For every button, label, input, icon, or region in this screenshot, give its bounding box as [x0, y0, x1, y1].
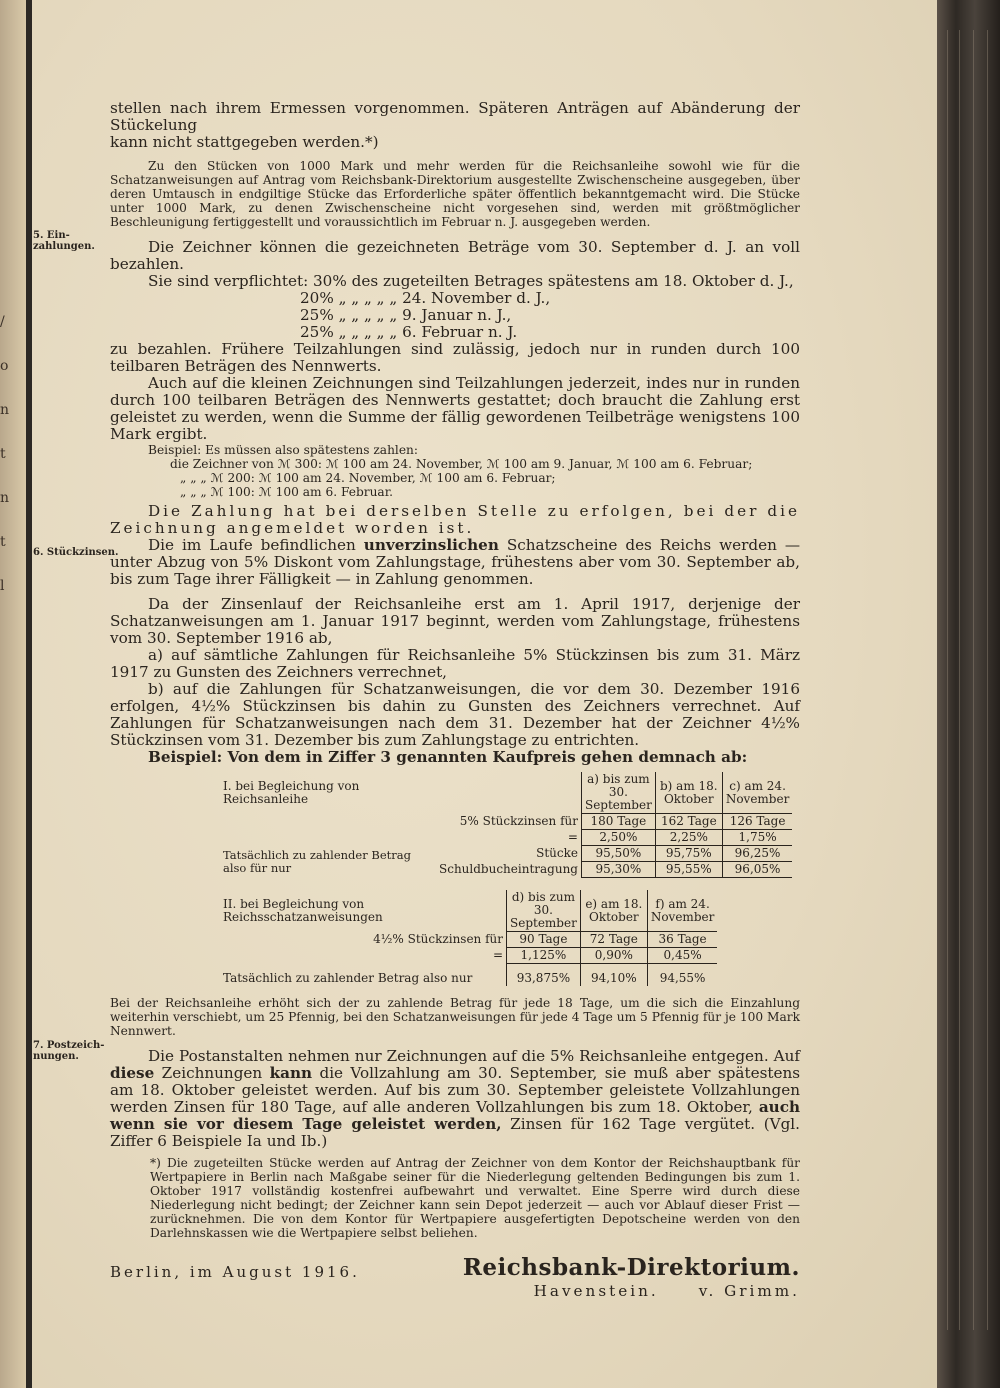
- sec6-a: a) auf sämtliche Zahlungen für Reichsanleihe 5% Stückzinsen bis zum 31. März 1917 zu Gunsten des Zeichners verrechnet,: [110, 646, 800, 681]
- sec5-rate-2: 20% „ „ „ „ „ 24. November d. J.,: [300, 289, 551, 307]
- table2-label: II. bei Begleichung von Reichsschatzanweisungen: [223, 896, 383, 924]
- table2-days-e: 72 Tage: [580, 932, 647, 948]
- sec5-p4: Die im Laufe befindlichen unverzinslichen Schatzscheine des Reichs werden — unter Abzug von 5% Diskont vom Zahlungstage, frühestens aber vom 30. September ab, bis zum Tage ihrer Fälligkeit — in Zahlung genommen.: [110, 536, 801, 588]
- table2-days-f: 36 Tage: [647, 932, 717, 948]
- table1-paid-label: Tatsächlich zu zahlender Betrag also für nur: [223, 847, 411, 875]
- table2-val-d: 93,875%: [507, 964, 581, 987]
- table2-eq: =: [492, 948, 503, 962]
- table1-col-c: c) am 24. November: [722, 772, 792, 814]
- table1-days-a: 180 Tage: [581, 814, 655, 830]
- sec5-p1a: Die Zeichner können die gezeichneten Beträge vom 30. September d. J. an voll bezahlen.: [110, 238, 800, 273]
- table1-schuld-a: 95,30%: [581, 862, 655, 878]
- table1-schuldbuch-label: Schuldbucheintragung: [439, 862, 578, 876]
- sec5-rate-4: 25% „ „ „ „ „ 6. Februar n. J.: [300, 323, 518, 341]
- table1-pct-b: 2,25%: [655, 830, 722, 846]
- book-edge: [937, 0, 1000, 1388]
- document-body: [110, 100, 800, 1300]
- signature-havenstein: Havenstein.: [533, 1282, 659, 1300]
- table-schatzanweisungen: [220, 890, 717, 986]
- table1-col-b: b) am 18. Oktober: [655, 772, 722, 814]
- table2-days-d: 90 Tage: [507, 932, 581, 948]
- sec5-example-1: die Zeichner von ℳ 300: ℳ 100 am 24. November, ℳ 100 am 9. Januar, ℳ 100 am 6. Februar;: [170, 457, 753, 471]
- signature-grimm: v. Grimm.: [698, 1282, 800, 1300]
- table-reichsanleihe: [220, 772, 792, 878]
- after-table-note: Bei der Reichsanleihe erhöht sich der zu zahlende Betrag für jede 18 Tage, um die sich die Einzahlung weiterhin verschiebt, um 25 Pfennig, bei den Schatzanweisungen für jede 4 Tage um 5 Pfennig für je 100 Mark Nennwert.: [110, 996, 800, 1038]
- margin-note-einzahlungen: 5. Ein- zahlungen.: [33, 230, 95, 252]
- table2-col-e: e) am 18. Oktober: [580, 890, 647, 932]
- sec5-p3: Die Zahlung hat bei derselben Stelle zu erfolgen, bei der die Zeichnung angemeldet worden ist.: [110, 502, 800, 537]
- table1-days-b: 162 Tage: [655, 814, 722, 830]
- adjacent-page-marks: / o n t n t l: [0, 314, 10, 594]
- table1-days-c: 126 Tage: [722, 814, 792, 830]
- table1-stuecke-c: 96,25%: [722, 846, 792, 862]
- note-zwischenscheine: Zu den Stücken von 1000 Mark und mehr werden für die Reichsanleihe sowohl wie für die Schatzanweisungen auf Antrag vom Reichsbank-Direktorium ausgestellte Zwischenscheine ausgegeben, über deren Umtausch in endgiltige Stücke das Erforderliche später öffentlich bekanntgemacht wird. Die Stücke unter 1000 Mark, zu denen Zwischenscheine nicht vorgesehen sind, werden mit größtmöglicher Beschleunigung fertiggestellt und voraussichtlich im Februar n. J. ausgegeben werden.: [110, 159, 800, 229]
- sec5-example-2: „ „ „ ℳ 200: ℳ 100 am 24. November, ℳ 100 am 6. Februar;: [180, 471, 556, 485]
- intro-line-1: stellen nach ihrem Ermessen vorgenommen. Späteren Anträgen auf Abänderung der Stückelung: [110, 99, 800, 134]
- margin-note-postzeichnungen: 7. Postzeich- nungen.: [33, 1040, 105, 1062]
- table1-stuecke-a: 95,50%: [581, 846, 655, 862]
- adjacent-page-edge: [0, 0, 26, 1388]
- table2-pct-d: 1,125%: [507, 948, 581, 964]
- sec5-p1b: Sie sind verpflichtet: 30% des zugeteilten Betrages spätestens am 18. Oktober d. J.,: [148, 272, 794, 290]
- margin-note-stueckzinsen: 6. Stückzinsen.: [33, 547, 119, 558]
- sec5-p2: Auch auf die kleinen Zeichnungen sind Teilzahlungen jederzeit, indes nur in runden durch 100 teilbaren Beträgen des Nennwerts gestattet; doch braucht die Zahlung erst geleistet zu werden, wenn die Summe der fällig gewordenen Teilbeträge wenigstens 100 Mark ergibt.: [110, 374, 800, 443]
- table2-col-f: f) am 24. November: [647, 890, 717, 932]
- table2-pct-f: 0,45%: [647, 948, 717, 964]
- sec6-p1: Da der Zinsenlauf der Reichsanleihe erst am 1. April 1917, derjenige der Schatzanweisungen am 1. Januar 1917 beginnt, werden vom Zahlungstage, frühestens vom 30. September 1916 ab,: [110, 595, 800, 647]
- table2-val-e: 94,10%: [580, 964, 647, 987]
- signatures: [110, 1283, 800, 1300]
- table1-schuld-c: 96,05%: [722, 862, 792, 878]
- table1-label: I. bei Begleichung von Reichsanleihe: [223, 778, 360, 806]
- table1-stuecke-b: 95,75%: [655, 846, 722, 862]
- table2-pct-e: 0,90%: [580, 948, 647, 964]
- table1-pct-a: 2,50%: [581, 830, 655, 846]
- sec5-example-3: „ „ „ ℳ 100: ℳ 100 am 6. Februar.: [180, 485, 394, 499]
- sec6-beispiel: Beispiel: Von dem in Ziffer 3 genannten Kaufpreis gehen demnach ab:: [148, 748, 748, 766]
- intro-line-2: kann nicht stattgegeben werden.*): [110, 133, 379, 151]
- table1-col-a: a) bis zum 30. September: [581, 772, 655, 814]
- table2-zins-label: 4½% Stückzinsen für: [373, 932, 503, 946]
- table1-stuecke-label: Stücke: [536, 846, 578, 860]
- table1-pct-c: 1,75%: [722, 830, 792, 846]
- closing-place-date: Berlin, im August 1916.: [110, 1263, 360, 1281]
- table2-paid-label: Tatsächlich zu zahlender Betrag also nur: [223, 970, 473, 985]
- table1-schuld-b: 95,55%: [655, 862, 722, 878]
- sec5-rate-3: 25% „ „ „ „ „ 9. Januar n. J.,: [300, 306, 512, 324]
- sec5-p1c: zu bezahlen. Frühere Teilzahlungen sind zulässig, jedoch nur in runden durch 100 teilbaren Beträgen des Nennwerts.: [110, 340, 800, 375]
- sec5-example-head: Beispiel: Es müssen also spätestens zahlen:: [148, 443, 418, 457]
- footnote: *) Die zugeteilten Stücke werden auf Antrag der Zeichner von dem Kontor der Reichshauptbank für Wertpapiere in Berlin nach Maßgabe seiner für die Niederlegung geltenden Bedingungen bis zum 1. Oktober 1917 vollständig kostenfrei aufbewahrt und verwaltet. Eine Sperre wird durch diese Niederlegung nicht bedingt; der Zeichner kann sein Depot jederzeit — auch vor Ablauf dieser Frist — zurücknehmen. Die von dem Kontor für Wertpapiere ausgefertigten Depotscheine werden von den Darlehnskassen wie die Wertpapiere selbst beliehen.: [150, 1156, 800, 1240]
- sec7-p1: Die Postanstalten nehmen nur Zeichnungen auf die 5% Reichsanleihe entgegen. Auf diese Zeichnungen kann die Vollzahlung am 30. September, sie muß aber spätestens am 18. Oktober geleistet werden. Auf bis zum 30. September geleistete Vollzahlungen werden Zinsen für 180 Tage, auf alle anderen Vollzahlungen bis zum 18. Oktober, auch wenn sie vor diesem Tage geleistet werden, Zinsen für 162 Tage vergütet. (Vgl. Ziffer 6 Beispiele Ia und Ib.): [110, 1047, 801, 1150]
- table2-col-d: d) bis zum 30. September: [507, 890, 581, 932]
- table1-eq: =: [567, 830, 578, 844]
- table2-val-f: 94,55%: [647, 964, 717, 987]
- closing-organisation: Reichsbank-Direktorium.: [462, 1254, 800, 1281]
- sec6-b: b) auf die Zahlungen für Schatzanweisungen, die vor dem 30. Dezember 1916 erfolgen, 4½% Stückzinsen bis dahin zu Gunsten des Zeichners verrechnet. Auf Zahlungen für Schatzanweisungen nach dem 31. Dezember hat der Zeichner 4½% Stückzinsen vom 31. Dezember bis zum Zahlungstage zu entrichten.: [110, 680, 800, 749]
- closing-row: [110, 1254, 800, 1281]
- table1-zins-label: 5% Stückzinsen für: [459, 814, 578, 828]
